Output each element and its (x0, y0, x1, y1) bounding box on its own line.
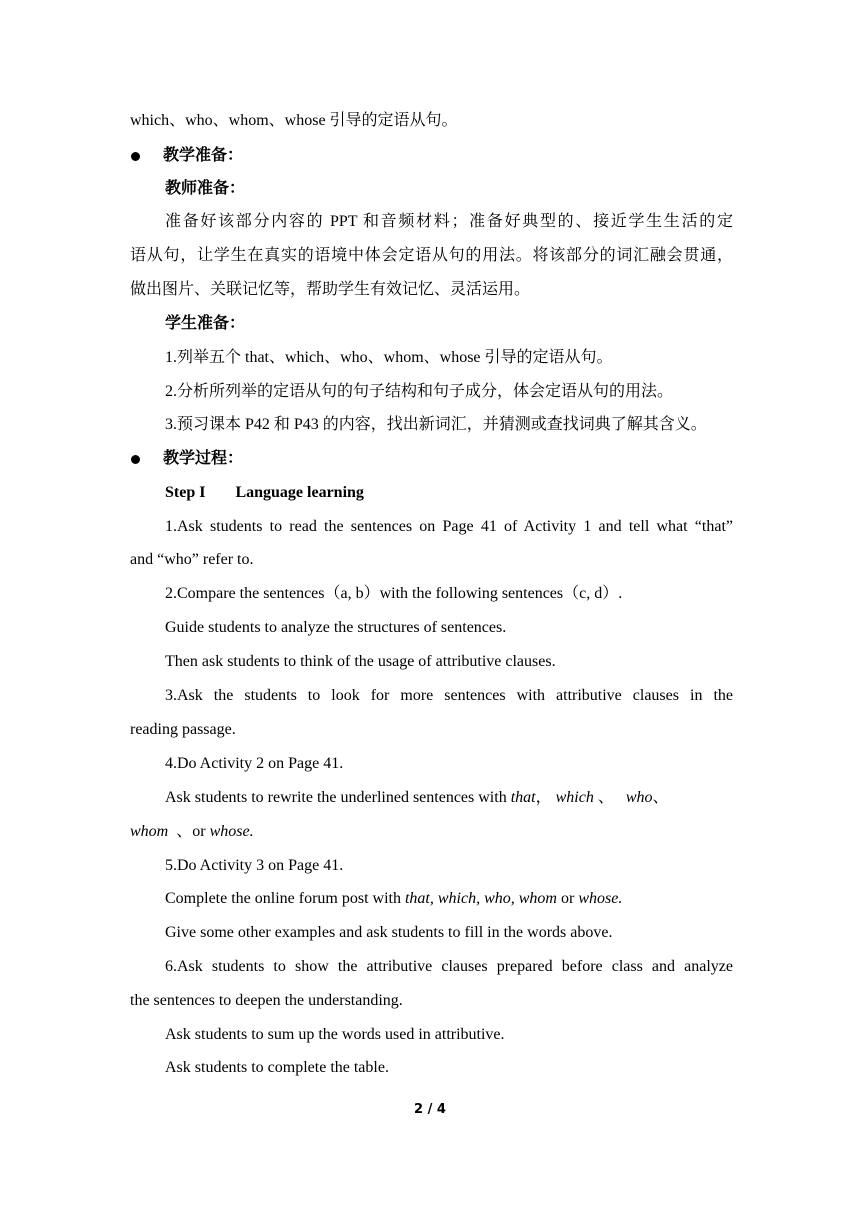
text-line: 语从句，让学生在真实的语境中体会定语从句的用法。将该部分的词汇融会贯通， (130, 247, 733, 264)
text-line: Guide students to analyze the structures of sentences. (165, 619, 507, 636)
text-line: reading passage. (130, 721, 236, 738)
separator: ， (535, 789, 552, 806)
step-heading (165, 483, 733, 503)
italic-word: whom (130, 823, 169, 840)
text-line: 1.列举五个 that、which、who、whom、whose 引导的定语从句。 (165, 349, 613, 366)
text-segment: or (560, 890, 575, 907)
italic-word: which (555, 789, 594, 806)
italic-word: that (510, 789, 536, 806)
text-line: 3.预习课本 P42 和 P43 的内容，找出新词汇，并猜测或查找词典了解其含义。 (165, 416, 707, 433)
page-number: 2 / 4 (414, 1102, 446, 1117)
text-segment: 、or (176, 823, 206, 840)
text-line: 6.Ask students to show the attributive clauses prepared before class and analyze (165, 958, 733, 975)
italic-word: whose. (578, 890, 623, 907)
text-line: 1.Ask students to read the sentences on Page 41 of Activity 1 and tell what “that” (165, 518, 733, 535)
separator: 、 (597, 789, 614, 806)
text-segment: Ask students to rewrite the underlined sentences with (165, 789, 507, 806)
text-line: 4.Do Activity 2 on Page 41. (165, 755, 344, 772)
text-line: Ask students to sum up the words used in attributive. (165, 1026, 505, 1043)
text-line: the sentences to deepen the understanding. (130, 992, 403, 1009)
separator: 、 (652, 789, 669, 806)
step-title: Language learning (235, 484, 364, 501)
subheading-teacher-preparation: 教师准备： (165, 180, 246, 197)
bullet-icon (131, 455, 140, 464)
subheading-student-preparation: 学生准备： (165, 315, 246, 332)
text-line: 准备好该部分内容的 PPT 和音频材料；准备好典型的、接近学生生活的定 (165, 213, 733, 230)
step-number: Step I (165, 484, 206, 501)
text-segment: Complete the online forum post with (165, 890, 401, 907)
text-line: 2.Compare the sentences（a, b）with the following sentences（c, d）. (165, 585, 623, 602)
text-line: and “who” refer to. (130, 551, 254, 568)
text-line: Then ask students to think of the usage of attributive clauses. (165, 653, 556, 670)
italic-words: that, which, who, whom (404, 890, 557, 907)
text-line (165, 889, 733, 909)
section-heading-preparation: 教学准备： (163, 147, 244, 164)
text-line: 5.Do Activity 3 on Page 41. (165, 857, 344, 874)
italic-word: who (625, 789, 653, 806)
section-heading-process: 教学过程： (163, 450, 244, 467)
italic-word: whose. (209, 823, 254, 840)
text-line: Give some other examples and ask students to fill in the words above. (165, 924, 613, 941)
text-line: 2.分析所列举的定语从句的句子结构和句子成分，体会定语从句的用法。 (165, 383, 674, 400)
text-line: 3.Ask the students to look for more sentences with attributive clauses in the (165, 687, 733, 704)
text-line: which、who、whom、whose 引导的定语从句。 (130, 112, 458, 129)
bullet-icon (131, 152, 140, 161)
text-line (165, 788, 733, 808)
text-line: 做出图片、关联记忆等，帮助学生有效记忆、灵活运用。 (130, 281, 531, 298)
text-line: Ask students to complete the table. (165, 1059, 389, 1076)
text-line (130, 822, 733, 842)
